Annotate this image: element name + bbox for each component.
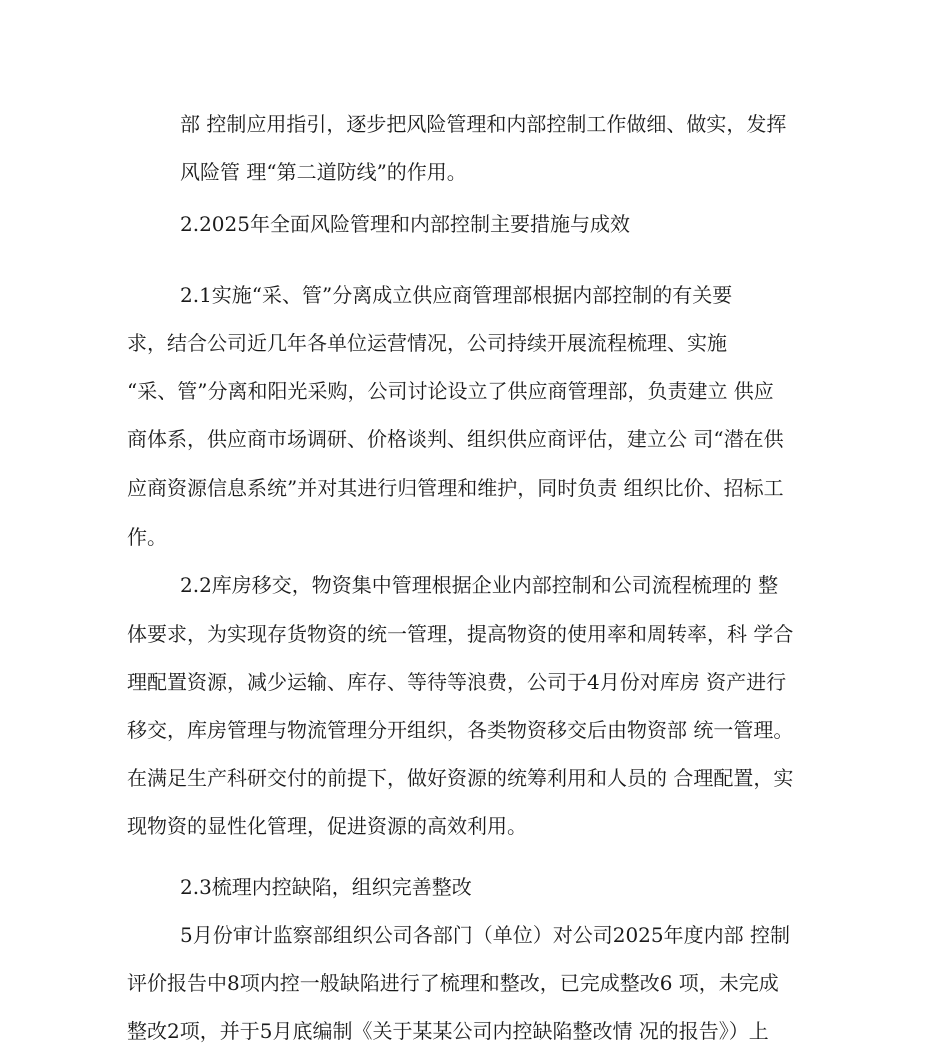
subsection-heading: 2.3梳理内控缺陷，组织完善整改 [180, 875, 472, 899]
text-line: 风险管 理“第二道防线”的作用。 [180, 160, 467, 184]
text-line: 求，结合公司近几年各单位运营情况，公司持续开展流程梳理、实施 [127, 331, 727, 355]
text-line: “采、管”分离和阳光采购，公司讨论设立了供应商管理部，负责建立 供应 [127, 379, 774, 403]
text-line: 现物资的显性化管理，促进资源的高效利用。 [127, 814, 527, 838]
text-line: 理配置资源，减少运输、库存、等待等浪费，公司于4月份对库房 资产进行 [127, 670, 787, 694]
text-line: 评价报告中8项内控一般缺陷进行了梳理和整改，已完成整改6 项，未完成 [127, 971, 779, 995]
text-line: 应商资源信息系统”并对其进行归管理和维护，同时负责 组织比价、招标工 [127, 476, 784, 500]
section-heading: 2.2025年全面风险管理和内部控制主要措施与成效 [180, 212, 630, 236]
text-line: 5月份审计监察部组织公司各部门（单位）对公司2025年度内部 控制 [180, 923, 790, 947]
text-line: 作。 [127, 525, 167, 549]
text-line: 商体系，供应商市场调研、价格谈判、组织供应商评估，建立公 司“潜在供 [127, 427, 784, 451]
text-line: 部 控制应用指引，逐步把风险管理和内部控制工作做细、做实，发挥 [180, 112, 787, 136]
text-line: 体要求，为实现存货物资的统一管理，提高物资的使用率和周转率，科 学合 [127, 622, 794, 646]
subsection-heading: 2.2库房移交，物资集中管理根据企业内部控制和公司流程梳理的 整 [180, 573, 779, 597]
text-line: 移交，库房管理与物流管理分开组织，各类物资移交后由物资部 统一管理。 [127, 718, 794, 742]
text-line: 整改2项，并于5月底编制《关于某某公司内控缺陷整改情 况的报告》）上 [127, 1019, 769, 1043]
text-line: 在满足生产科研交付的前提下，做好资源的统筹利用和人员的 合理配置，实 [127, 766, 794, 790]
subsection-heading: 2.1实施“采、管”分离成立供应商管理部根据内部控制的有关要 [180, 283, 733, 307]
